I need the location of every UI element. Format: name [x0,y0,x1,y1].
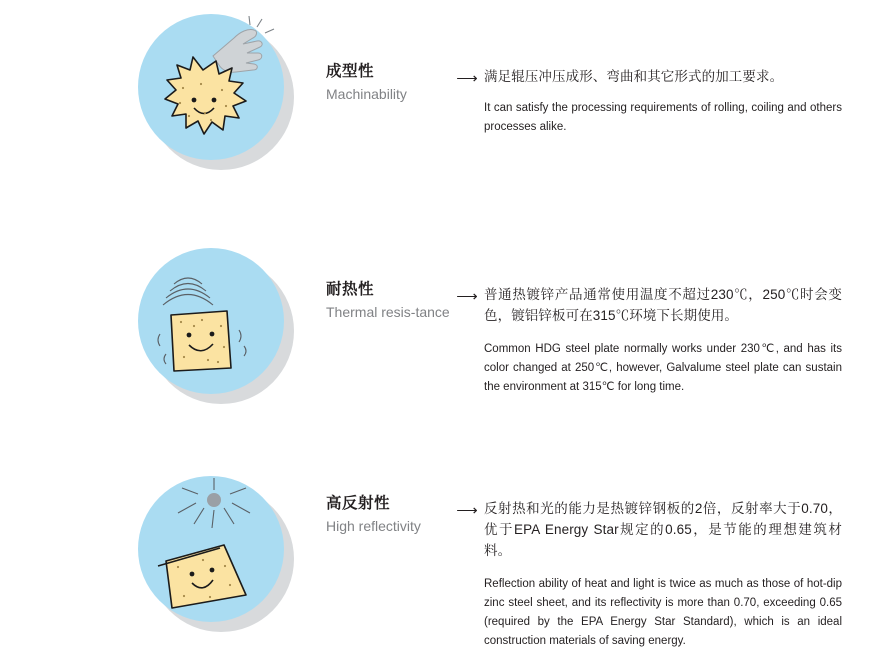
right-arrow-icon: ⟶ [456,502,478,519]
feature-text [484,242,842,397]
square-shape-with-smile-and-heat-waves-icon [126,242,302,402]
feature-row [0,8,895,168]
feature-text-cn: 反射热和光的能力是热镀锌钢板的2倍，反射率大于0.70，优于EPA Energy Star规定的0.65，是节能的理想建筑材料。 [484,501,842,558]
feature-row [0,242,895,402]
illustration-machinability [126,8,302,168]
roof-shape-with-smile-and-sun-rays-icon [126,470,302,630]
star-shape-with-smile-and-hand-bending-icon [126,8,302,168]
right-arrow-icon: ⟶ [456,70,478,87]
feature-title-en: High reflectivity [326,518,421,534]
arrow-cell [450,470,484,520]
feature-row [0,470,895,651]
feature-text-en: It can satisfy the processing requirements of rolling, coiling and others processes alike. [484,102,842,133]
feature-text-cn: 满足辊压冲压成形、弯曲和其它形式的加工要求。 [484,69,784,84]
arrow-cell [450,8,484,88]
illustration-high-reflectivity [126,470,302,630]
feature-titles [326,8,450,104]
feature-text [484,470,842,651]
feature-title-en: Machinability [326,86,407,102]
feature-text-cn: 普通热镀锌产品通常使用温度不超过230℃，250℃时会变色，镀铝锌板可在315℃环境下长期使用。 [484,287,842,323]
feature-title-cn: 高反射性 [326,495,391,512]
arrow-cell [450,242,484,306]
feature-text-en: Common HDG steel plate normally works under 230℃, and has its color changed at 250℃, however, Galvalume steel plate can sustain the environment at 315℃ for long time. [484,343,842,393]
feature-text-en: Reflection ability of heat and light is twice as much as those of hot-dip zinc steel sheet, and its reflectivity is more than 0.70, exceeding 0.65 (required by the EPA Energy Star Standard), which is an ideal construction materials of saving energy. [484,578,842,647]
illustration-thermal-resistance [126,242,302,402]
feature-titles [326,242,450,322]
feature-titles [326,470,450,536]
feature-text [484,8,842,137]
feature-title-cn: 耐热性 [326,281,375,298]
right-arrow-icon: ⟶ [456,288,478,305]
feature-title-cn: 成型性 [326,63,375,80]
feature-title-en: Thermal resis-tance [326,304,450,320]
